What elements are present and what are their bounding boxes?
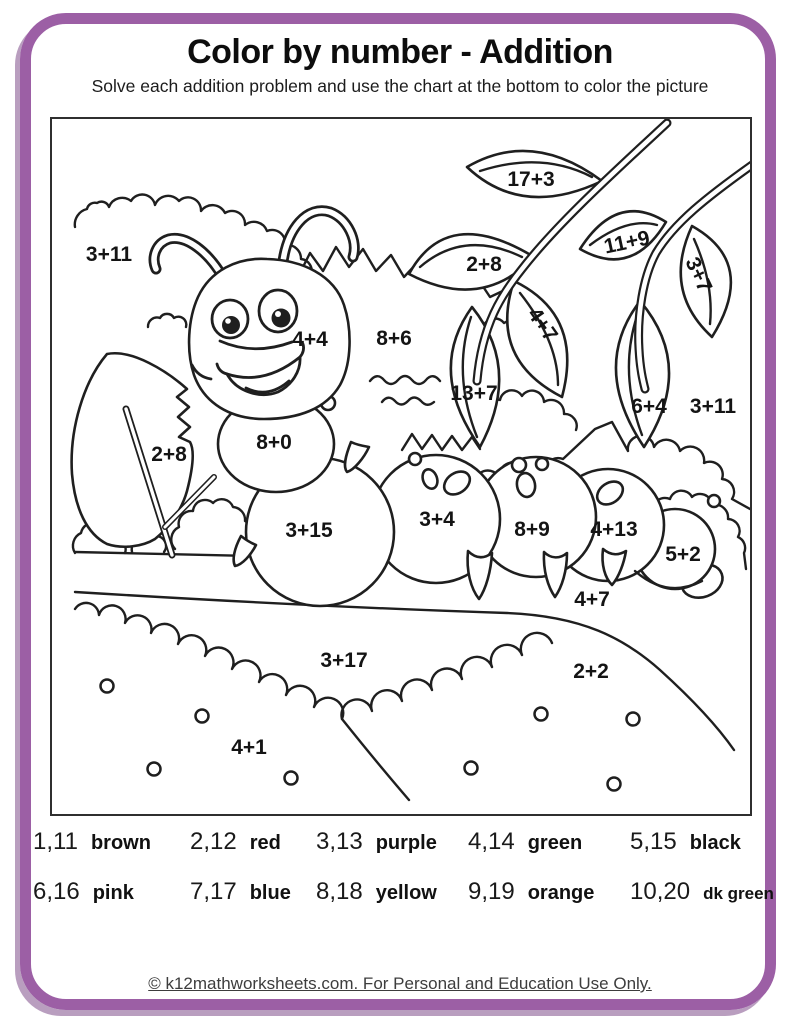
key-numbers: 10,20 [630,878,691,905]
math-problem: 3+7 [680,253,717,296]
key-color-name: green [527,832,583,854]
key-color-name: orange [527,882,595,904]
math-problem: 2+8 [151,443,187,466]
key-numbers: 5,15 [630,828,677,855]
key-color-name: brown [90,832,151,854]
math-problem: 4+7 [522,303,563,346]
math-problem: 6+4 [631,395,667,418]
math-problem: 4+4 [292,328,328,351]
key-numbers: 7,17 [190,878,237,905]
math-problem: 11+9 [601,226,652,259]
key-numbers: 9,19 [468,878,515,905]
page-subtitle: Solve each addition problem and use the chart at the bottom to color the picture [91,76,709,96]
color-key-entry [468,828,630,856]
key-color-name: pink [92,882,134,904]
key-color-name: black [689,832,741,854]
math-problem: 8+0 [256,431,292,454]
math-problem: 17+3 [507,168,555,191]
key-color-name: purple [375,832,437,854]
math-problem: 2+8 [466,253,502,276]
garden-path [75,592,734,800]
key-color-name: dk green [703,884,774,903]
page-title: Color by number - Addition [187,33,613,71]
key-numbers: 4,14 [468,828,515,855]
key-numbers: 3,13 [316,828,363,855]
math-problem: 3+15 [285,519,333,542]
key-color-name: yellow [375,882,437,904]
math-problem: 3+11 [689,395,737,418]
math-problem: 3+4 [419,508,455,531]
math-problem: 4+1 [231,736,267,759]
color-key-row [33,828,773,878]
color-key-entry [33,828,190,856]
math-problem: 8+9 [514,518,550,541]
math-problem: 3+11 [85,243,133,266]
key-color-name: blue [249,882,291,904]
color-key-entry [33,878,190,906]
color-key-entry [190,878,316,906]
bitten-leaf [72,353,214,555]
math-problem: 4+7 [574,588,610,611]
key-numbers: 6,16 [33,878,80,905]
math-problem: 13+7 [450,382,498,405]
math-problem: 5+2 [665,543,701,566]
coloring-picture [50,117,752,816]
color-key-row [33,878,773,928]
color-key-entry [468,878,630,906]
key-numbers: 1,11 [33,828,78,855]
color-key-entry [630,828,770,856]
math-problem: 8+6 [376,327,412,350]
math-problem: 3+17 [320,649,368,672]
key-numbers: 8,18 [316,878,363,905]
color-key-entry [316,828,468,856]
color-key-entry [190,828,316,856]
footer-copyright: © k12mathworksheets.com. For Personal and Education Use Only. [148,974,652,993]
key-numbers: 2,12 [190,828,237,855]
key-color-name: red [249,832,281,854]
color-key-entry [630,878,774,906]
math-problem: 4+13 [590,518,638,541]
color-key-entry [316,878,468,906]
math-problem: 2+2 [573,660,609,683]
color-key [33,828,773,928]
